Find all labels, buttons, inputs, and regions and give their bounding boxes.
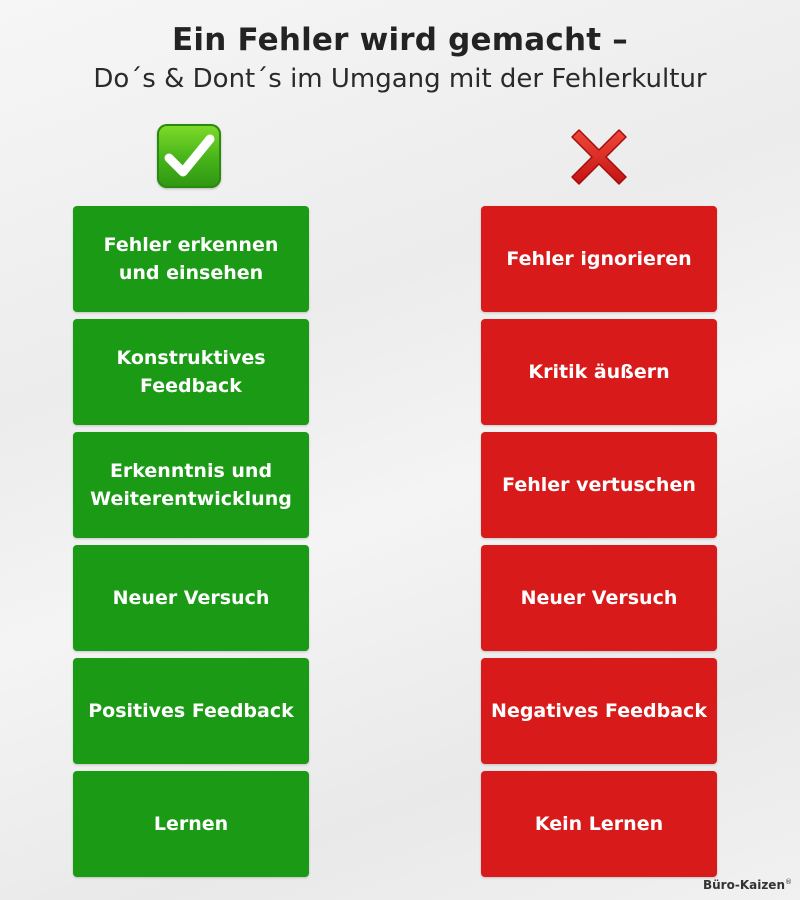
cross-mark-icon — [566, 124, 632, 190]
dont-card — [481, 545, 717, 651]
dont-card — [481, 206, 717, 312]
do-card-label: Positives Feedback — [88, 700, 294, 722]
dont-card — [481, 319, 717, 425]
do-card-label: Neuer Versuch — [112, 587, 270, 609]
do-card — [73, 319, 309, 425]
do-card — [73, 658, 309, 764]
dont-card-label: Fehler vertuschen — [502, 474, 696, 496]
dont-card-label: Neuer Versuch — [520, 587, 678, 609]
dont-card — [481, 432, 717, 538]
check-mark-icon — [157, 124, 221, 188]
dont-card — [481, 771, 717, 877]
dont-card-label: Negatives Feedback — [491, 700, 707, 722]
dont-card — [481, 658, 717, 764]
page-title: Ein Fehler wird gemacht – — [172, 22, 628, 58]
dont-card-label: Fehler ignorieren — [506, 248, 692, 270]
do-card-label: Erkenntnis und Weiterentwicklung — [90, 460, 292, 510]
dont-card-label: Kritik äußern — [528, 361, 670, 383]
registered-mark: ® — [785, 878, 792, 886]
brand-name: Büro-Kaizen — [702, 878, 785, 892]
brand-label — [703, 878, 792, 892]
do-card-label: Lernen — [153, 813, 229, 835]
do-card — [73, 206, 309, 312]
page-subtitle: Do´s & Dont´s im Umgang mit der Fehlerkultur — [93, 64, 707, 94]
do-card — [73, 771, 309, 877]
do-card — [73, 432, 309, 538]
do-card — [73, 545, 309, 651]
dont-card-label: Kein Lernen — [534, 813, 664, 835]
do-card-label: Konstruktives Feedback — [116, 347, 266, 397]
do-card-label: Fehler erkennen und einsehen — [103, 234, 279, 284]
